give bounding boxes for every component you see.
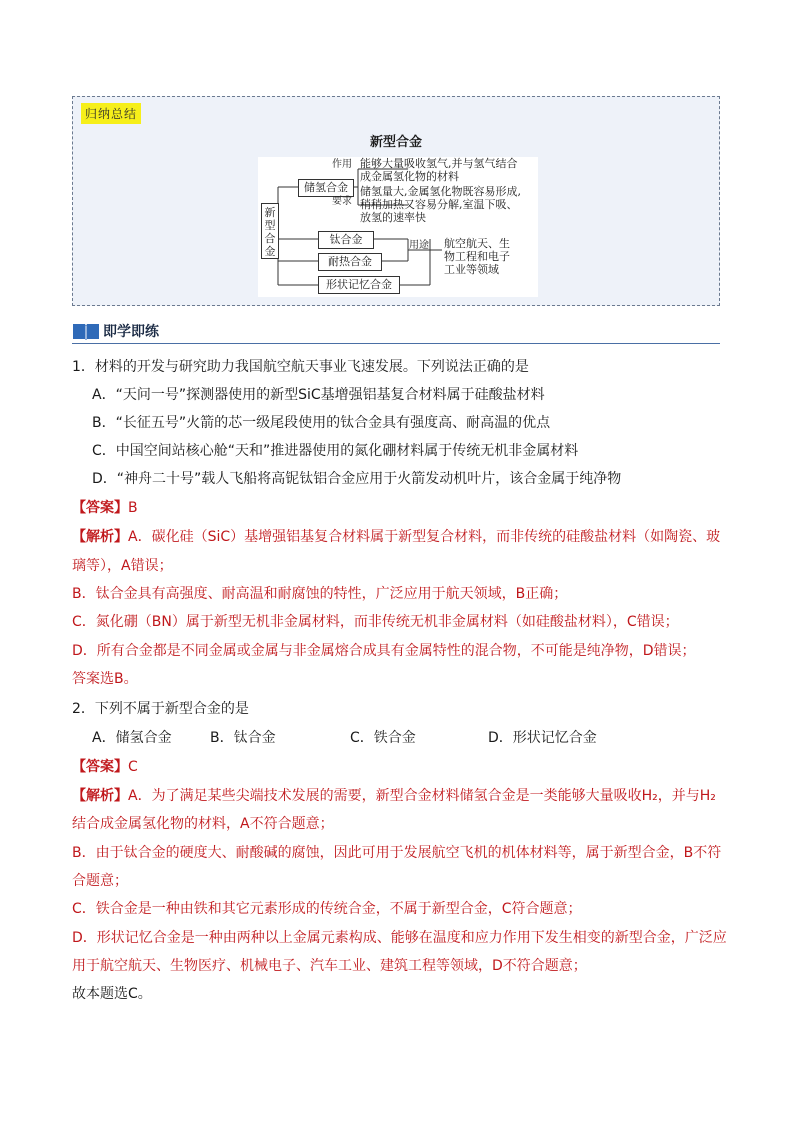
q2-analysis-line: 用于航空航天、生物医疗、机械电子、汽车工业、建筑工程等领域，D不符合题意； — [72, 958, 587, 974]
q2-answer — [72, 757, 138, 777]
concept-diagram — [258, 157, 538, 297]
require-text — [360, 185, 521, 224]
require-line: 稍稍加热又容易分解,室温下吸、 — [360, 198, 518, 211]
q2-stem: 2．下列不属于新型合金的是 — [72, 701, 249, 717]
q2-analysis-line: C．铁合金是一种由铁和其它元素形成的传统合金，不属于新型合金，C符合题意； — [72, 901, 582, 917]
q2-answer-tag: 【答案】 — [72, 759, 128, 775]
q2-analysis-line: 故本题选C。 — [72, 986, 152, 1002]
q2-analysis-tag: 【解析】 — [72, 788, 128, 804]
summary-box — [72, 96, 720, 306]
q1-option-c: C．中国空间站核心舱“天和”推进器使用的氮化硼材料属于传统无机非金属材料 — [92, 443, 579, 459]
q1-analysis-tag: 【解析】 — [72, 529, 128, 545]
node-titanium: 钛合金 — [318, 231, 374, 249]
effect-line: 能够大量吸收氢气,并与氢气结合 — [360, 157, 518, 170]
q1-answer — [72, 498, 138, 518]
q1-answer-value: B — [128, 500, 138, 516]
q2-analysis-line: 结合成金属氢化物的材料，A不符合题意； — [72, 816, 334, 832]
label-effect: 作用 — [332, 159, 352, 170]
require-line: 储氢量大,金属氢化物既容易形成, — [360, 185, 521, 198]
use-line: 工业等领域 — [444, 263, 499, 276]
diagram-root-label: 新型合金 — [264, 206, 276, 258]
q2-analysis-line — [72, 786, 716, 806]
use-line: 航空航天、生 — [444, 237, 510, 250]
q2-analysis-line: D．形状记忆合金是一种由两种以上金属元素构成、能够在温度和应力作用下发生相变的新型合金，广泛应 — [72, 930, 727, 946]
effect-text — [360, 157, 518, 183]
q1-stem: 1．材料的开发与研究助力我国航空航天事业飞速发展。下列说法正确的是 — [72, 359, 529, 375]
q1-option-a: A．“天问一号”探测器使用的新型SiC基增强铝基复合材料属于硅酸盐材料 — [92, 387, 545, 403]
node-hydrogen: 储氢合金 — [298, 179, 354, 197]
summary-tag: 归纳总结 — [81, 103, 141, 124]
diagram-root — [261, 203, 279, 259]
q2-option-b: B．钛合金 — [210, 730, 276, 746]
q1-analysis-line: B．钛合金具有高强度、耐高温和耐腐蚀的特性，广泛应用于航天领域，B正确； — [72, 586, 568, 602]
q2-option-a: A．储氢合金 — [92, 730, 172, 746]
q2-option-d: D．形状记忆合金 — [488, 730, 597, 746]
q2-analysis-text: A．为了满足某些尖端技术发展的需要，新型合金材料储氢合金是一类能够大量吸收H₂，并与H₂ — [128, 788, 716, 804]
q2-analysis-line: 合题意； — [72, 873, 128, 889]
q2-answer-value: C — [128, 759, 138, 775]
section-divider — [72, 343, 720, 344]
q1-analysis-line: 璃等），A错误； — [72, 558, 173, 574]
q1-option-b: B．“长征五号”火箭的芯一级尾段使用的钛合金具有强度高、耐高温的优点 — [92, 415, 551, 431]
practice-label: 即学即练 — [103, 324, 159, 340]
node-heat: 耐热合金 — [318, 253, 382, 271]
q1-analysis-text: A．碳化硅（SiC）基增强铝基复合材料属于新型复合材料，而非传统的硅酸盐材料（如陶瓷、玻 — [128, 529, 721, 545]
node-shape: 形状记忆合金 — [318, 276, 400, 294]
diagram-title: 新型合金 — [369, 135, 422, 150]
require-line: 放氢的速率快 — [360, 211, 426, 224]
q1-analysis-line: 答案选B。 — [72, 671, 138, 687]
use-line: 物工程和电子 — [444, 250, 510, 263]
book-icon — [72, 321, 100, 341]
use-text — [444, 237, 510, 276]
q2-option-c: C．铁合金 — [350, 730, 416, 746]
q1-analysis-line: C．氮化硼（BN）属于新型无机非金属材料，而非传统无机非金属材料（如硅酸盐材料），C错误； — [72, 614, 679, 630]
effect-line: 成金属氢化物的材料 — [360, 170, 459, 183]
q1-analysis-line — [72, 527, 720, 547]
practice-header — [72, 320, 159, 342]
q1-option-d: D．“神舟二十号”载人飞船将高铌钛铝合金应用于火箭发动机叶片，该合金属于纯净物 — [92, 471, 622, 487]
q1-analysis-line: D．所有合金都是不同金属或金属与非金属熔合成具有金属特性的混合物，不可能是纯净物，D错误； — [72, 643, 696, 659]
label-use: 用途 — [409, 240, 429, 251]
q2-analysis-line: B．由于钛合金的硬度大、耐酸碱的腐蚀，因此可用于发展航空飞机的机体材料等，属于新型合金，B不符 — [72, 845, 722, 861]
q1-answer-tag: 【答案】 — [72, 500, 128, 516]
label-require: 要求 — [332, 196, 352, 207]
